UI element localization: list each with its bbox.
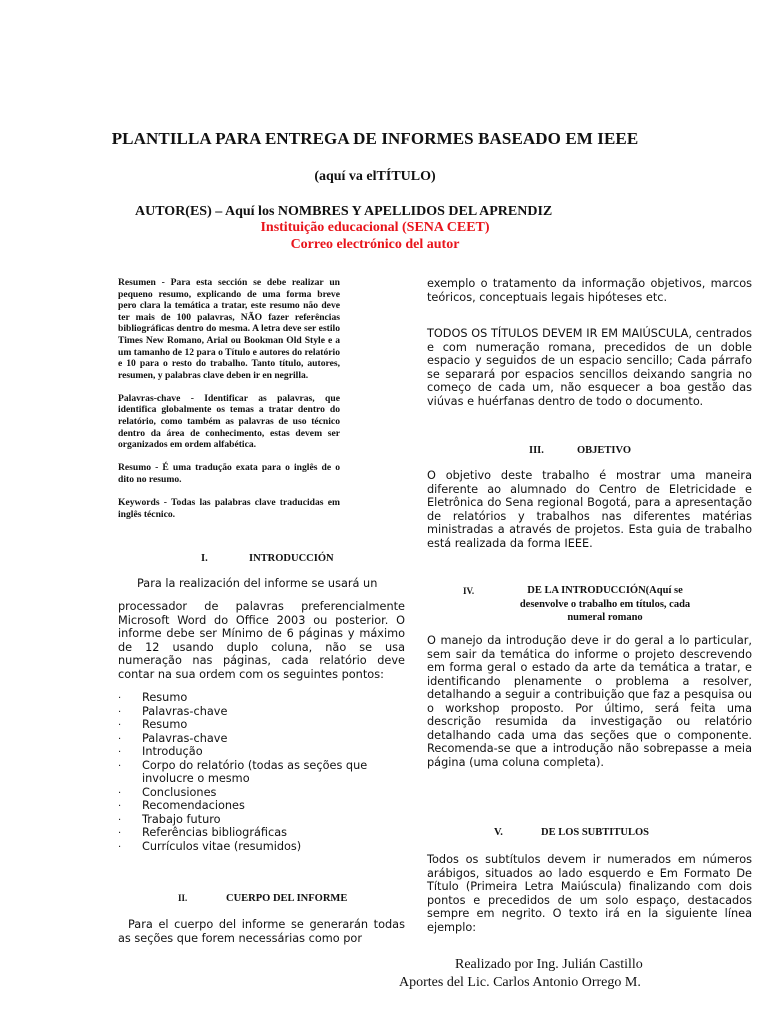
- document-title: PLANTILLA PARA ENTREGA DE INFORMES BASEADO EM IEEE: [111, 129, 639, 148]
- abstract-palavras-chave: Palavras-chave - Identificar as palavras, que identifica globalmente os temas a tratar dentro do relatório, como também as palavras de uso técnico dentro da área de conhecimento, estas devem ser organizados em ordem alfabética.: [118, 392, 340, 451]
- section-number: III.: [529, 445, 544, 456]
- section-number: V.: [494, 827, 503, 838]
- right-paragraph-titles: TODOS OS TÍTULOS DEVEM IR EM MAIÚSCULA, centrados e com numeração romana, precedidos de un doble espacio y seguidos de un espacio sencillo; Cada párrafo se separará por espacios sencillos deixando sangria no começo de cada um, não esquecer a boa gestão das viúvas e huérfanas dentro de todo o documento.: [427, 327, 752, 408]
- institution-line: Instituição educacional (SENA CEET): [260, 220, 490, 235]
- list-item: . Corpo do relatório (todas as seções que involucre o mesmo: [118, 759, 405, 786]
- right-paragraph-continuation: exemplo o tratamento da informação objetivos, marcos teóricos, conceptuais legais hipóteses etc.: [427, 277, 752, 304]
- section-name: CUERPO DEL INFORME: [226, 893, 348, 904]
- section-number: II.: [178, 893, 188, 903]
- list-item: . Introdução: [118, 745, 405, 759]
- list-item: . Referências bibliográficas: [118, 826, 405, 840]
- list-item: . Recomendaciones: [118, 799, 405, 813]
- list-item: . Resumo: [118, 691, 405, 705]
- section-name: DE LA INTRODUCCIÓN(Aquí se desenvolve o trabalho em títulos, cada numeral romano: [519, 585, 691, 623]
- footer-contributor: Aportes del Lic. Carlos Antonio Orrego M.: [399, 975, 641, 990]
- abstract-resumen: Resumen - Para esta sección se debe realizar un pequeno resumo, explicando de uma forma breve pero clara la temática a tratar, este resumo não deve ter mais de 100 palavras, NÃO fazer referências bibliográficas dentro do mesma. A letra deve ser estilo Times New Romano, Arial ou Bookman Old Style e a um tamanho de 12 para o Título e autores do relatório e 10 para o resto do trabalho. Tanto título, autores, resumen, y palabras clave deben ir en negrilla.: [118, 277, 340, 381]
- list-item: . Palavras-chave: [118, 732, 405, 746]
- list-item: . Trabajo futuro: [118, 813, 405, 827]
- document-subtitle: (aquí va elTÍTULO): [314, 169, 436, 184]
- intro-first-line: Para la realización del informe se usará un: [137, 577, 378, 590]
- list-item: . Palavras-chave: [118, 705, 405, 719]
- abstract-keywords: Keywords - Todas las palabras clave traducidas em inglês técnico.: [118, 497, 340, 520]
- list-item: . Currículos vitae (resumidos): [118, 840, 405, 854]
- section-number: I.: [201, 553, 208, 564]
- intro-paragraph: processador de palavras preferencialmente Microsoft Word do Office 2003 ou posterior. O informe debe ser Mínimo de 6 páginas y máximo de 12 usando duplo coluna, não se usa numeração nas páginas, cada relatório deve contar na sua ordem com os seguintes pontos:: [118, 600, 405, 681]
- authors-line: AUTOR(ES) – Aquí los NOMBRES Y APELLIDOS DEL APRENDIZ: [135, 204, 553, 219]
- section-name: OBJETIVO: [577, 445, 632, 456]
- author-email-line: Correo electrónico del autor: [290, 237, 460, 252]
- objetivo-paragraph: O objetivo deste trabalho é mostrar uma maneira diferente ao alumnado do Centro de Eletricidade e Eletrônica do Sena regional Bogotá, para a apresentação de relatórios y trabalhos nas diferentes matérias ministradas a através de projetos. Esta guia de trabalho está realizada da forma IEEE.: [427, 469, 752, 550]
- introducao-paragraph: O manejo da introdução deve ir do geral a lo particular, sem sair da temática do informe o projeto descrevendo em forma geral o estado da arte da temática a tratar, e identificando plenamente o problema a resolver, detalhando a seguir a contribuição que faz a pesquisa ou o workshop proposto. Por último, será feita uma descrição resumida da investigação ou relatório detalhando cada uma das seções que o componente. Recomenda-se que a introdução não sobrepasse a meia página (uma coluna completa).: [427, 634, 752, 769]
- subtitulos-paragraph: Todos os subtítulos devem ir numerados em números arábigos, situados ao lado esquerdo e Em Formato De Título (Primeira Letra Maiúscula) finalizando com dois pontos e precedidos de um solo espaço, destacados sempre em negrito. O texto irá en la siguiente línea ejemplo:: [427, 853, 752, 934]
- list-item: . Conclusiones: [118, 786, 405, 800]
- abstract-resumo-en: Resumo - É uma tradução exata para o inglês de o dito no resumo.: [118, 462, 340, 485]
- required-points-list: [118, 691, 405, 853]
- cuerpo-paragraph: Para el cuerpo del informe se generarán todas as seções que forem necessárias como por: [118, 918, 405, 945]
- section-name: INTRODUCCIÓN: [249, 553, 334, 564]
- list-item: . Resumo: [118, 718, 405, 732]
- section-name: DE LOS SUBTITULOS: [541, 827, 649, 838]
- section-number: IV.: [463, 586, 475, 596]
- footer-author: Realizado por Ing. Julián Castillo: [455, 957, 643, 972]
- abstract-block: [118, 277, 340, 532]
